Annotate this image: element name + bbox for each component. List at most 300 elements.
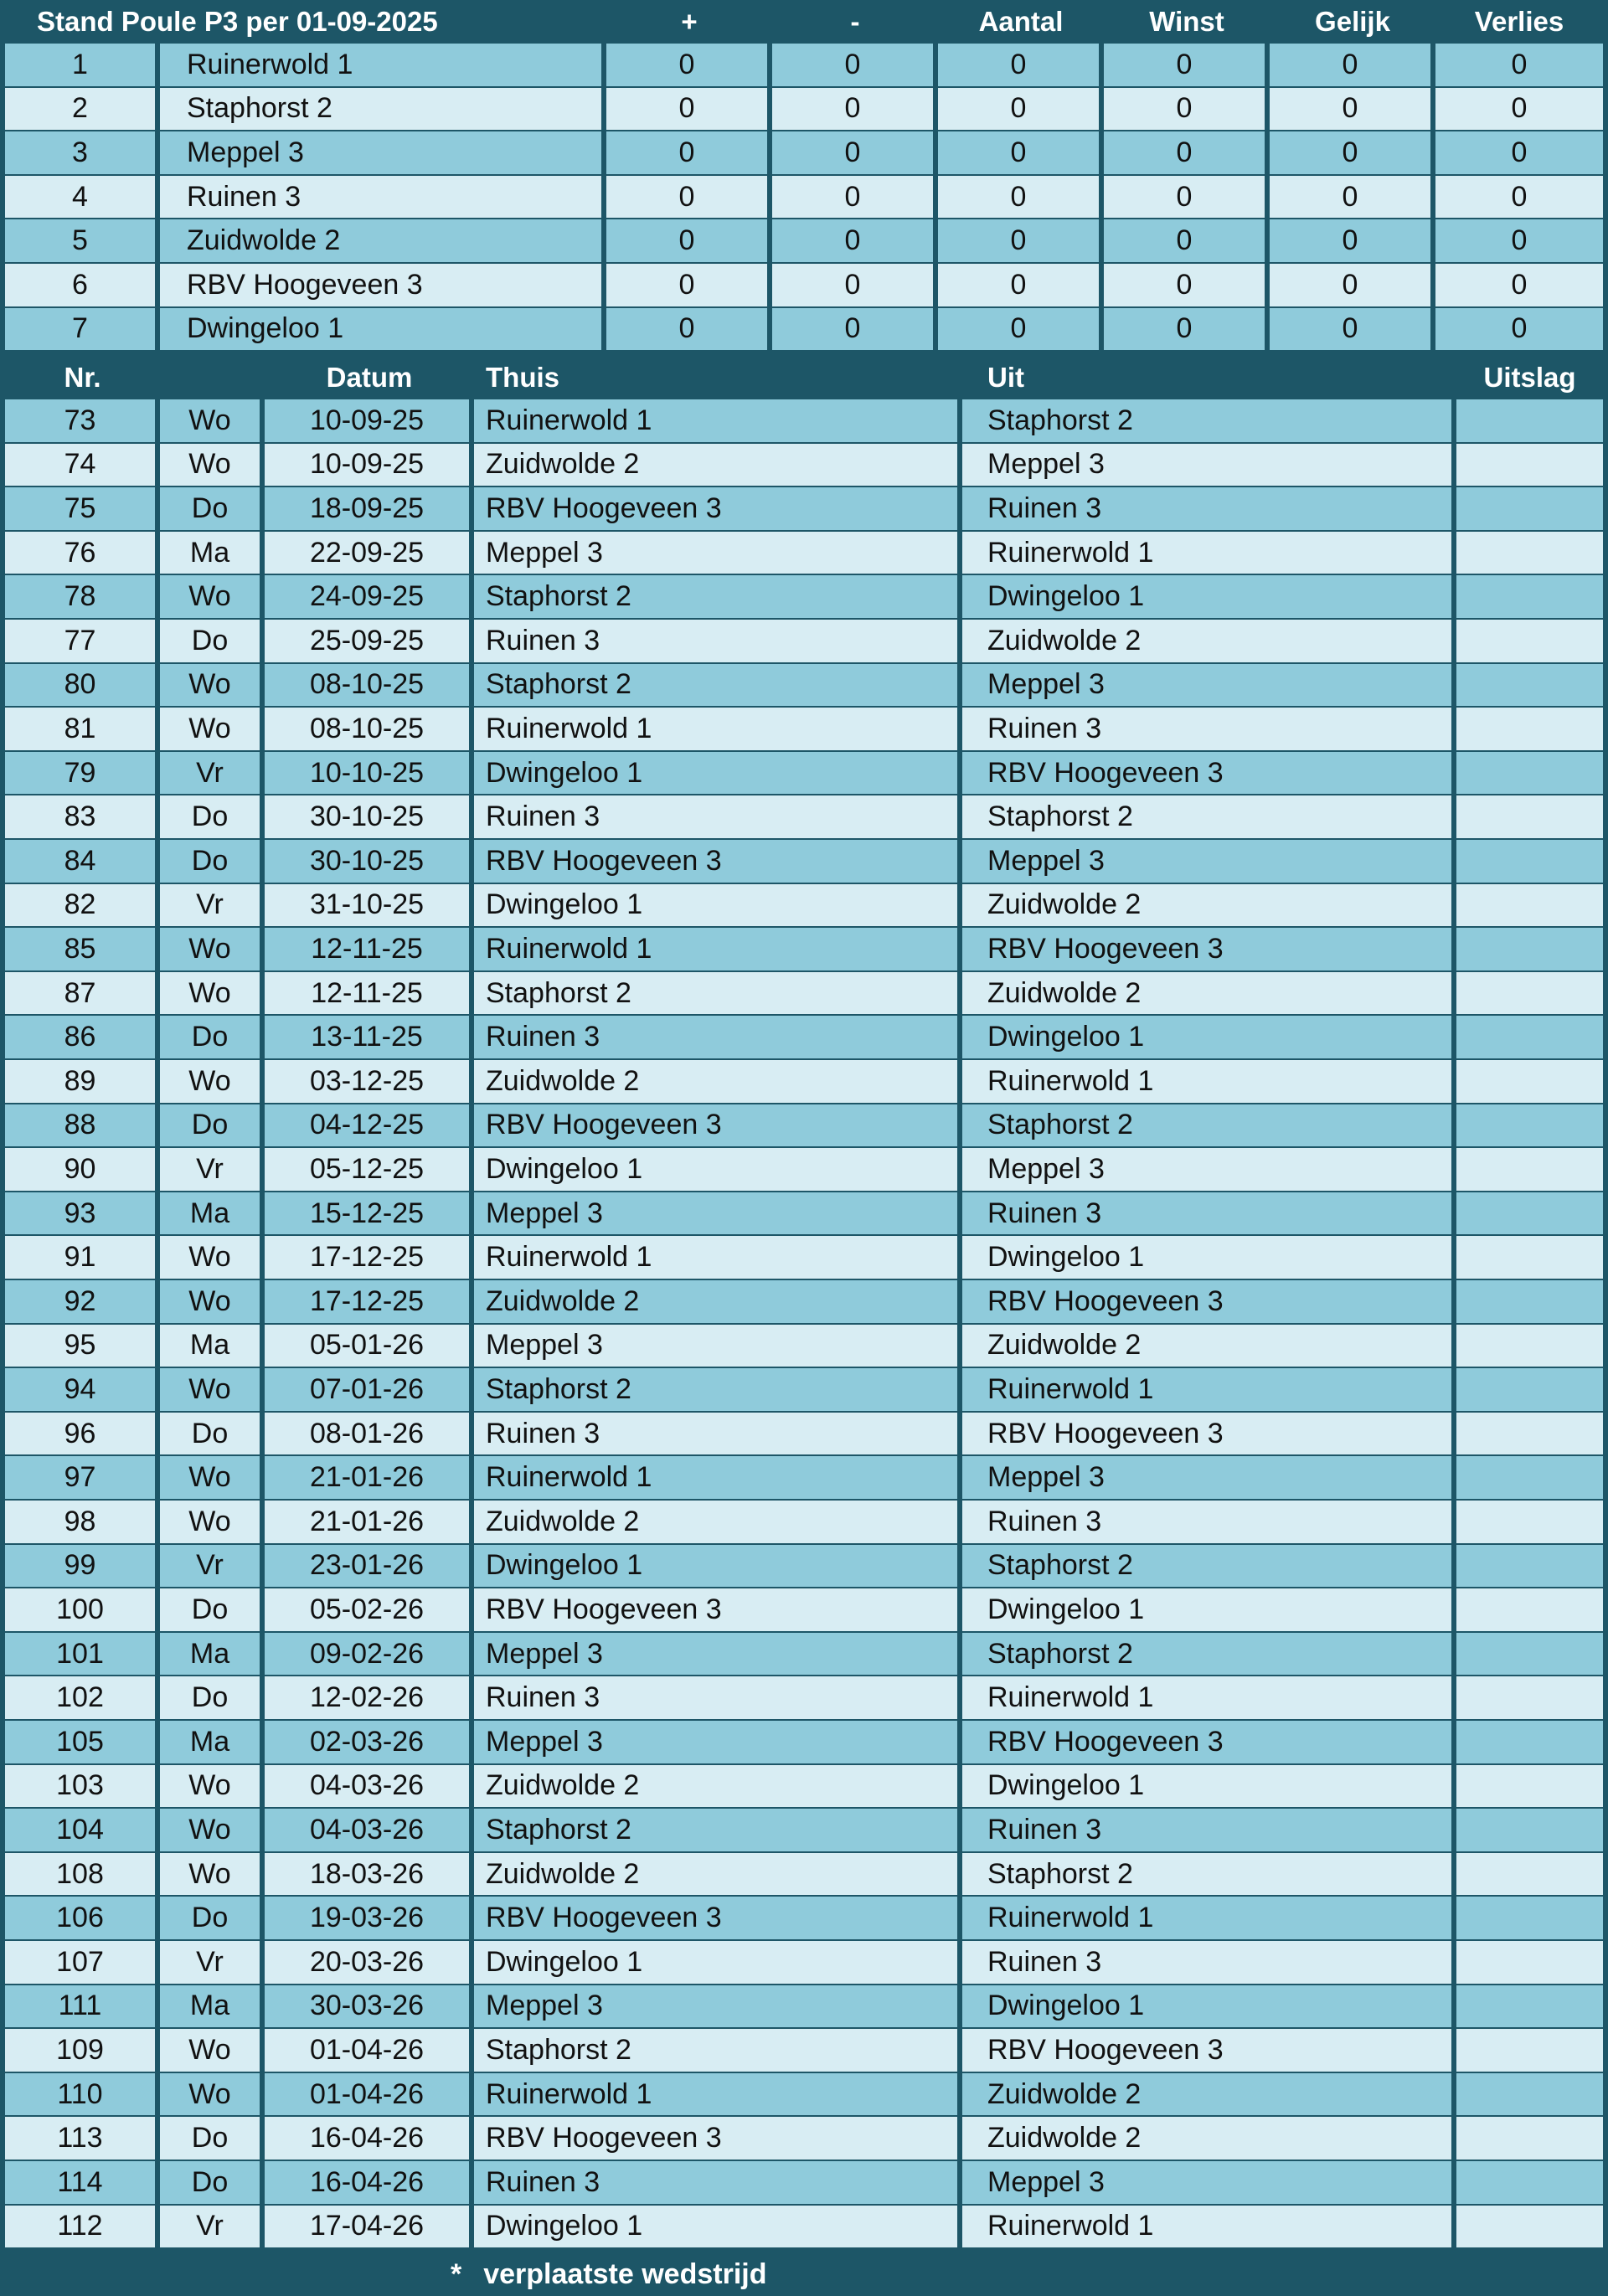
standing-gelijk: 0 [1270,88,1435,131]
match-result [1456,620,1603,662]
postponed-marker: * [451,2257,462,2290]
col-header-thuis: Thuis [486,362,559,393]
match-result [1456,2029,1603,2072]
match-date: 05-01-26 [265,1325,474,1367]
match-result [1456,1853,1603,1896]
standing-aantal: 0 [938,308,1104,351]
match-day: Wo [160,575,265,618]
match-row [5,884,1603,927]
match-row [5,2029,1603,2072]
match-away-team: RBV Hoogeveen 3 [962,752,1456,795]
match-home-team: Dwingeloo 1 [474,2206,962,2248]
match-day: Wo [160,444,265,486]
match-day: Wo [160,664,265,707]
standing-gelijk: 0 [1270,44,1435,86]
match-home-team: Meppel 3 [474,532,962,574]
match-date: 03-12-25 [265,1060,474,1103]
match-result [1456,1985,1603,2028]
match-home-team: RBV Hoogeveen 3 [474,840,962,883]
match-number: 99 [5,1545,160,1588]
match-day: Vr [160,752,265,795]
match-row [5,620,1603,662]
match-day: Do [160,2117,265,2160]
match-number: 92 [5,1280,160,1323]
match-number: 83 [5,795,160,838]
match-day: Do [160,1588,265,1631]
match-result [1456,2117,1603,2160]
match-home-team: Ruinerwold 1 [474,399,962,442]
match-number: 89 [5,1060,160,1103]
standing-verlies: 0 [1435,264,1603,306]
match-away-team: RBV Hoogeveen 3 [962,1280,1456,1323]
match-result [1456,752,1603,795]
match-date: 30-10-25 [265,795,474,838]
match-result [1456,1501,1603,1543]
standings-row [5,176,1603,219]
standings-row [5,264,1603,306]
match-number: 111 [5,1985,160,2028]
match-number: 104 [5,1809,160,1851]
match-home-team: Staphorst 2 [474,1368,962,1411]
match-number: 81 [5,708,160,750]
match-result [1456,1633,1603,1676]
standing-position: 7 [5,308,160,351]
match-result [1456,664,1603,707]
match-away-team: Zuidwolde 2 [962,620,1456,662]
match-date: 10-09-25 [265,399,474,442]
match-home-team: Ruinerwold 1 [474,2073,962,2116]
match-row [5,444,1603,486]
match-row [5,1413,1603,1455]
match-result [1456,444,1603,486]
footer-note [0,2252,1608,2296]
match-day: Do [160,1676,265,1719]
match-date: 30-10-25 [265,840,474,883]
match-away-team: Meppel 3 [962,840,1456,883]
match-day: Do [160,487,265,530]
match-result [1456,972,1603,1015]
match-row [5,1501,1603,1543]
standing-minus: 0 [772,88,938,131]
standing-team: Ruinerwold 1 [160,44,606,86]
standings-row [5,131,1603,174]
match-day: Do [160,840,265,883]
standings-row [5,308,1603,351]
match-date: 31-10-25 [265,884,474,927]
match-date: 04-03-26 [265,1765,474,1808]
match-row [5,708,1603,750]
standing-verlies: 0 [1435,88,1603,131]
col-header-uit: Uit [987,362,1024,393]
standing-gelijk: 0 [1270,219,1435,262]
match-number: 90 [5,1148,160,1191]
match-number: 82 [5,884,160,927]
match-home-team: Meppel 3 [474,1192,962,1235]
match-home-team: Meppel 3 [474,1721,962,1763]
col-header-aantal: Aantal [978,6,1064,37]
match-away-team: Ruinerwold 1 [962,1897,1456,1939]
match-result [1456,1721,1603,1763]
match-number: 88 [5,1104,160,1147]
match-number: 112 [5,2206,160,2248]
matches-header [5,356,1603,399]
match-row [5,1325,1603,1367]
standing-winst: 0 [1104,219,1270,262]
match-result [1456,2073,1603,2116]
match-result [1456,1941,1603,1984]
col-header-plus: + [681,6,698,37]
match-row [5,1060,1603,1103]
standing-gelijk: 0 [1270,308,1435,351]
match-home-team: Dwingeloo 1 [474,884,962,927]
standing-winst: 0 [1104,88,1270,131]
standing-winst: 0 [1104,131,1270,174]
match-home-team: RBV Hoogeveen 3 [474,1104,962,1147]
postponed-note: verplaatste wedstrijd [483,2257,767,2290]
match-result [1456,1545,1603,1588]
match-number: 85 [5,928,160,970]
standing-plus: 0 [606,44,772,86]
match-result [1456,1368,1603,1411]
match-result [1456,532,1603,574]
match-number: 102 [5,1676,160,1719]
match-day: Wo [160,2073,265,2116]
match-day: Do [160,795,265,838]
match-day: Do [160,1016,265,1058]
match-away-team: Meppel 3 [962,444,1456,486]
match-date: 23-01-26 [265,1545,474,1588]
match-result [1456,1060,1603,1103]
match-day: Ma [160,1633,265,1676]
match-number: 76 [5,532,160,574]
match-result [1456,1897,1603,1939]
match-date: 12-11-25 [265,972,474,1015]
match-home-team: Dwingeloo 1 [474,1148,962,1191]
standings-header [5,0,1603,44]
match-number: 107 [5,1941,160,1984]
match-home-team: Ruinerwold 1 [474,1456,962,1499]
match-day: Wo [160,1368,265,1411]
match-day: Wo [160,928,265,970]
match-number: 109 [5,2029,160,2072]
match-day: Wo [160,399,265,442]
match-number: 97 [5,1456,160,1499]
match-away-team: Meppel 3 [962,1148,1456,1191]
match-date: 17-04-26 [265,2206,474,2248]
match-result [1456,2206,1603,2248]
match-row [5,1633,1603,1676]
match-result [1456,1236,1603,1279]
match-number: 79 [5,752,160,795]
col-header-winst: Winst [1149,6,1224,37]
match-away-team: Zuidwolde 2 [962,884,1456,927]
match-home-team: Meppel 3 [474,1985,962,2028]
match-date: 01-04-26 [265,2073,474,2116]
col-header-nr: Nr. [64,362,101,393]
match-home-team: Zuidwolde 2 [474,1765,962,1808]
match-day: Wo [160,972,265,1015]
match-row [5,1676,1603,1719]
match-home-team: Meppel 3 [474,1633,962,1676]
match-away-team: Ruinen 3 [962,1192,1456,1235]
match-day: Wo [160,1853,265,1896]
match-result [1456,1676,1603,1719]
match-away-team: Staphorst 2 [962,1545,1456,1588]
match-date: 21-01-26 [265,1501,474,1543]
match-day: Vr [160,2206,265,2248]
match-home-team: RBV Hoogeveen 3 [474,1588,962,1631]
standing-minus: 0 [772,264,938,306]
match-number: 114 [5,2161,160,2204]
match-date: 05-02-26 [265,1588,474,1631]
match-date: 15-12-25 [265,1192,474,1235]
match-day: Do [160,1897,265,1939]
match-date: 18-09-25 [265,487,474,530]
match-result [1456,1325,1603,1367]
match-date: 08-10-25 [265,708,474,750]
match-date: 12-02-26 [265,1676,474,1719]
match-away-team: RBV Hoogeveen 3 [962,1721,1456,1763]
match-away-team: Dwingeloo 1 [962,1016,1456,1058]
match-home-team: Zuidwolde 2 [474,1853,962,1896]
match-number: 84 [5,840,160,883]
match-day: Wo [160,1280,265,1323]
match-away-team: Ruinen 3 [962,1809,1456,1851]
match-date: 12-11-25 [265,928,474,970]
match-home-team: Ruinen 3 [474,795,962,838]
standing-aantal: 0 [938,44,1104,86]
match-row [5,2206,1603,2248]
match-away-team: Meppel 3 [962,664,1456,707]
match-away-team: Ruinen 3 [962,1941,1456,1984]
match-home-team: Zuidwolde 2 [474,1060,962,1103]
standing-verlies: 0 [1435,176,1603,219]
match-home-team: Meppel 3 [474,1325,962,1367]
match-away-team: Ruinerwold 1 [962,1676,1456,1719]
col-header-uitslag: Uitslag [1483,362,1576,393]
match-number: 91 [5,1236,160,1279]
match-away-team: Staphorst 2 [962,795,1456,838]
standing-position: 1 [5,44,160,86]
match-row [5,2117,1603,2160]
match-row [5,972,1603,1015]
match-result [1456,1280,1603,1323]
match-row [5,795,1603,838]
match-day: Wo [160,2029,265,2072]
standing-team: Ruinen 3 [160,176,606,219]
match-date: 07-01-26 [265,1368,474,1411]
match-row [5,1721,1603,1763]
match-date: 13-11-25 [265,1016,474,1058]
standing-minus: 0 [772,308,938,351]
match-home-team: Ruinen 3 [474,1016,962,1058]
match-number: 113 [5,2117,160,2160]
standing-position: 3 [5,131,160,174]
col-header-day [160,356,265,399]
match-away-team: Staphorst 2 [962,1633,1456,1676]
match-away-team: Ruinen 3 [962,1501,1456,1543]
standing-winst: 0 [1104,308,1270,351]
standing-aantal: 0 [938,264,1104,306]
match-row [5,1016,1603,1058]
match-away-team: Zuidwolde 2 [962,2117,1456,2160]
match-home-team: RBV Hoogeveen 3 [474,487,962,530]
match-home-team: Zuidwolde 2 [474,1280,962,1323]
match-home-team: RBV Hoogeveen 3 [474,1897,962,1939]
match-day: Do [160,1413,265,1455]
match-result [1456,1456,1603,1499]
match-number: 105 [5,1721,160,1763]
match-row [5,1545,1603,1588]
match-day: Vr [160,1148,265,1191]
standing-team: RBV Hoogeveen 3 [160,264,606,306]
standing-minus: 0 [772,219,938,262]
match-home-team: Ruinerwold 1 [474,1236,962,1279]
match-row [5,664,1603,707]
standing-aantal: 0 [938,219,1104,262]
match-away-team: Meppel 3 [962,1456,1456,1499]
standing-plus: 0 [606,88,772,131]
match-date: 10-10-25 [265,752,474,795]
match-home-team: Ruinen 3 [474,1413,962,1455]
match-date: 17-12-25 [265,1280,474,1323]
standing-verlies: 0 [1435,308,1603,351]
match-result [1456,795,1603,838]
match-date: 05-12-25 [265,1148,474,1191]
match-number: 75 [5,487,160,530]
match-date: 09-02-26 [265,1633,474,1676]
match-number: 110 [5,2073,160,2116]
standing-position: 4 [5,176,160,219]
match-day: Ma [160,532,265,574]
col-header-datum: Datum [326,362,413,393]
match-away-team: Meppel 3 [962,2161,1456,2204]
standing-winst: 0 [1104,176,1270,219]
match-day: Wo [160,1501,265,1543]
standing-verlies: 0 [1435,219,1603,262]
match-home-team: Staphorst 2 [474,1809,962,1851]
match-date: 01-04-26 [265,2029,474,2072]
match-row [5,1192,1603,1235]
match-number: 93 [5,1192,160,1235]
match-day: Vr [160,1545,265,1588]
match-number: 78 [5,575,160,618]
standing-position: 5 [5,219,160,262]
match-date: 21-01-26 [265,1456,474,1499]
standing-plus: 0 [606,131,772,174]
standings-title: Stand Poule P3 per 01-09-2025 [37,6,438,37]
standing-plus: 0 [606,176,772,219]
match-result [1456,399,1603,442]
standing-verlies: 0 [1435,44,1603,86]
standing-position: 2 [5,88,160,131]
match-row [5,532,1603,574]
match-home-team: Dwingeloo 1 [474,1545,962,1588]
match-row [5,1104,1603,1147]
match-away-team: Dwingeloo 1 [962,575,1456,618]
match-number: 95 [5,1325,160,1367]
match-date: 04-12-25 [265,1104,474,1147]
match-day: Ma [160,1721,265,1763]
match-date: 10-09-25 [265,444,474,486]
match-result [1456,1148,1603,1191]
match-day: Ma [160,1325,265,1367]
match-result [1456,1192,1603,1235]
match-home-team: Staphorst 2 [474,972,962,1015]
match-date: 24-09-25 [265,575,474,618]
match-away-team: Ruinerwold 1 [962,1060,1456,1103]
match-away-team: Ruinen 3 [962,708,1456,750]
match-row [5,1985,1603,2028]
match-away-team: Ruinerwold 1 [962,2206,1456,2248]
match-number: 103 [5,1765,160,1808]
col-header-verlies: Verlies [1474,6,1564,37]
match-row [5,575,1603,618]
match-row [5,2073,1603,2116]
match-row [5,928,1603,970]
match-away-team: Ruinerwold 1 [962,532,1456,574]
standing-minus: 0 [772,176,938,219]
standing-position: 6 [5,264,160,306]
match-day: Do [160,2161,265,2204]
match-result [1456,928,1603,970]
match-away-team: Staphorst 2 [962,399,1456,442]
match-date: 20-03-26 [265,1941,474,1984]
match-result [1456,1413,1603,1455]
match-away-team: Ruinen 3 [962,487,1456,530]
match-number: 101 [5,1633,160,1676]
standings-row [5,219,1603,262]
standing-team: Dwingeloo 1 [160,308,606,351]
match-row [5,1588,1603,1631]
standing-gelijk: 0 [1270,264,1435,306]
match-result [1456,1765,1603,1808]
match-home-team: Dwingeloo 1 [474,1941,962,1984]
match-result [1456,2161,1603,2204]
match-home-team: Ruinen 3 [474,2161,962,2204]
match-row [5,752,1603,795]
match-result [1456,1588,1603,1631]
match-number: 87 [5,972,160,1015]
match-away-team: RBV Hoogeveen 3 [962,1413,1456,1455]
match-row [5,1148,1603,1191]
standing-winst: 0 [1104,264,1270,306]
match-number: 108 [5,1853,160,1896]
match-result [1456,840,1603,883]
match-row [5,1853,1603,1896]
match-day: Ma [160,1985,265,2028]
standing-aantal: 0 [938,131,1104,174]
match-home-team: Zuidwolde 2 [474,1501,962,1543]
match-row [5,1456,1603,1499]
match-home-team: Ruinen 3 [474,620,962,662]
match-result [1456,884,1603,927]
match-away-team: Dwingeloo 1 [962,1236,1456,1279]
match-date: 17-12-25 [265,1236,474,1279]
match-number: 106 [5,1897,160,1939]
match-result [1456,487,1603,530]
match-row [5,1236,1603,1279]
match-date: 16-04-26 [265,2117,474,2160]
col-header-minus: - [850,6,860,37]
match-day: Vr [160,884,265,927]
col-header-gelijk: Gelijk [1315,6,1390,37]
match-row [5,399,1603,442]
match-day: Wo [160,1236,265,1279]
standing-plus: 0 [606,308,772,351]
match-away-team: Dwingeloo 1 [962,1765,1456,1808]
match-number: 86 [5,1016,160,1058]
